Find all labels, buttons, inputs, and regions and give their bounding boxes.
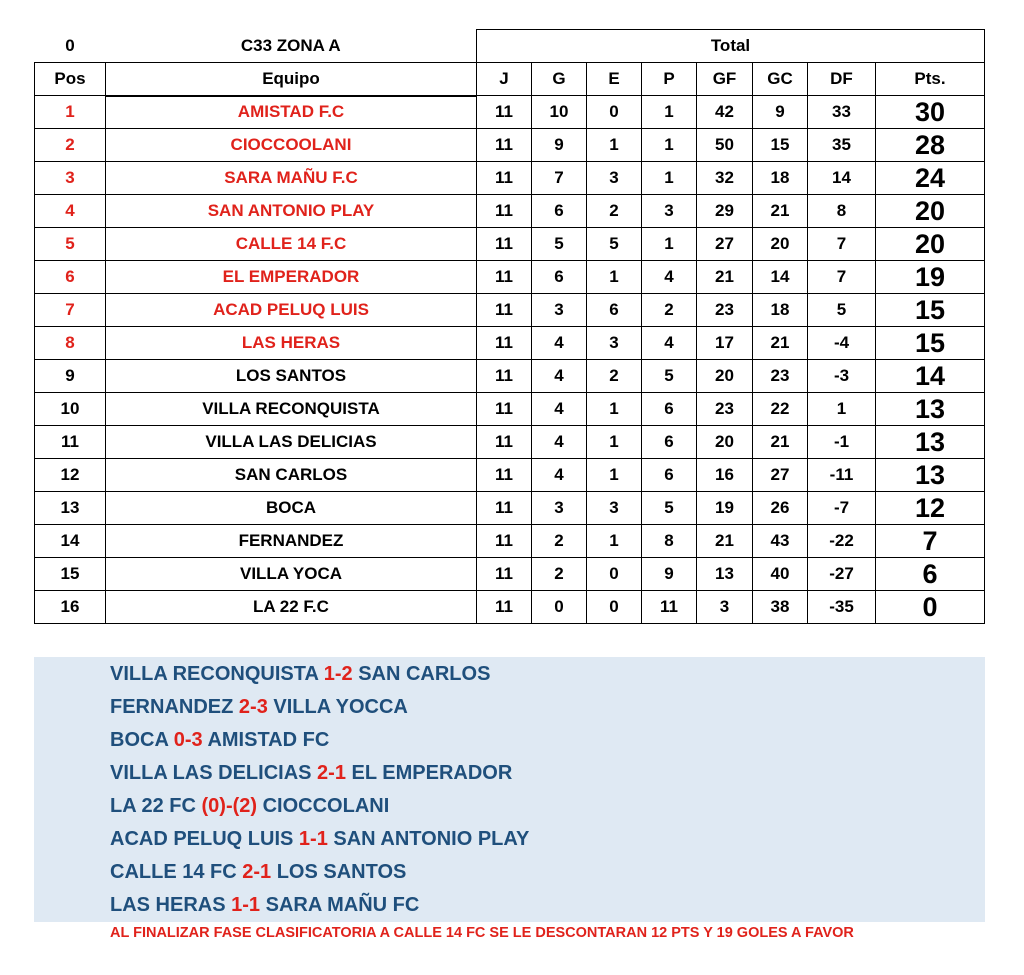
result-score: 1-1	[298, 828, 328, 850]
result-score: 0-3	[173, 729, 203, 751]
cell-j: 11	[477, 360, 532, 393]
cell-team: ACAD PELUQ LUIS	[106, 294, 477, 327]
cell-gf: 23	[697, 294, 753, 327]
result-home: VILLA RECONQUISTA	[110, 663, 319, 685]
cell-g: 2	[532, 558, 587, 591]
result-away: SAN ANTONIO PLAY	[333, 828, 530, 850]
cell-team: LAS HERAS	[106, 327, 477, 360]
cell-pts: 6	[876, 558, 985, 591]
cell-j: 11	[477, 492, 532, 525]
cell-df: -35	[808, 591, 876, 624]
cell-pts: 12	[876, 492, 985, 525]
cell-e: 1	[587, 459, 642, 492]
cell-p: 6	[642, 426, 697, 459]
table-row	[35, 228, 985, 261]
cell-gf: 19	[697, 492, 753, 525]
cell-pos: 2	[35, 129, 106, 162]
cell-df: -3	[808, 360, 876, 393]
cell-gf: 17	[697, 327, 753, 360]
col-header-gc: GC	[753, 63, 808, 96]
cell-e: 0	[587, 558, 642, 591]
cell-gc: 43	[753, 525, 808, 558]
cell-e: 3	[587, 162, 642, 195]
cell-g: 3	[532, 492, 587, 525]
cell-g: 6	[532, 261, 587, 294]
cell-g: 5	[532, 228, 587, 261]
cell-p: 1	[642, 162, 697, 195]
result-line	[110, 696, 408, 719]
cell-p: 4	[642, 261, 697, 294]
result-line	[110, 861, 406, 884]
cell-gc: 27	[753, 459, 808, 492]
cell-df: 33	[808, 96, 876, 129]
cell-team: VILLA RECONQUISTA	[106, 393, 477, 426]
cell-j: 11	[477, 591, 532, 624]
cell-gc: 21	[753, 195, 808, 228]
cell-pts: 13	[876, 459, 985, 492]
cell-e: 3	[587, 492, 642, 525]
cell-j: 11	[477, 327, 532, 360]
cell-j: 11	[477, 195, 532, 228]
cell-gf: 20	[697, 426, 753, 459]
cell-pts: 7	[876, 525, 985, 558]
cell-pos: 9	[35, 360, 106, 393]
cell-gc: 21	[753, 327, 808, 360]
cell-p: 6	[642, 393, 697, 426]
col-header-pts: Pts.	[876, 63, 985, 96]
result-home: LA 22 FC	[110, 795, 196, 817]
cell-j: 11	[477, 525, 532, 558]
table-row	[35, 261, 985, 294]
cell-pts: 15	[876, 327, 985, 360]
cell-df: -1	[808, 426, 876, 459]
cell-g: 2	[532, 525, 587, 558]
result-away: AMISTAD FC	[207, 729, 330, 751]
cell-e: 1	[587, 525, 642, 558]
cell-gc: 22	[753, 393, 808, 426]
result-score: 2-3	[238, 696, 268, 718]
cell-team: LOS SANTOS	[106, 360, 477, 393]
cell-gc: 21	[753, 426, 808, 459]
cell-pos: 14	[35, 525, 106, 558]
cell-e: 6	[587, 294, 642, 327]
table-row	[35, 294, 985, 327]
cell-gf: 42	[697, 96, 753, 129]
result-score: 2-1	[317, 762, 346, 784]
table-row	[35, 426, 985, 459]
cell-team: VILLA YOCA	[106, 558, 477, 591]
cell-gf: 20	[697, 360, 753, 393]
result-home: FERNANDEZ	[110, 696, 234, 718]
cell-team: EL EMPERADOR	[106, 261, 477, 294]
cell-j: 11	[477, 162, 532, 195]
cell-pos: 7	[35, 294, 106, 327]
cell-team: BOCA	[106, 492, 477, 525]
cell-team: AMISTAD F.C	[106, 96, 477, 129]
cell-g: 4	[532, 459, 587, 492]
cell-p: 4	[642, 327, 697, 360]
result-home: VILLA LAS DELICIAS	[110, 762, 312, 784]
result-line	[110, 762, 512, 785]
cell-p: 8	[642, 525, 697, 558]
result-score: 1-1	[231, 894, 261, 916]
cell-pos: 13	[35, 492, 106, 525]
cell-df: 8	[808, 195, 876, 228]
cell-pos: 1	[35, 96, 106, 129]
cell-team: LA 22 F.C	[106, 591, 477, 624]
cell-pos: 16	[35, 591, 106, 624]
cell-p: 1	[642, 228, 697, 261]
cell-j: 11	[477, 294, 532, 327]
cell-j: 11	[477, 129, 532, 162]
table-row	[35, 525, 985, 558]
cell-gf: 23	[697, 393, 753, 426]
cell-gc: 15	[753, 129, 808, 162]
cell-pos: 11	[35, 426, 106, 459]
cell-g: 4	[532, 393, 587, 426]
table-row	[35, 129, 985, 162]
cell-gf: 21	[697, 261, 753, 294]
cell-pos: 12	[35, 459, 106, 492]
cell-pts: 0	[876, 591, 985, 624]
cell-df: 1	[808, 393, 876, 426]
table-row	[35, 591, 985, 624]
cell-p: 2	[642, 294, 697, 327]
cell-j: 11	[477, 426, 532, 459]
cell-pos: 10	[35, 393, 106, 426]
col-header-gf: GF	[697, 63, 753, 96]
cell-gc: 38	[753, 591, 808, 624]
cell-df: 14	[808, 162, 876, 195]
cell-gf: 27	[697, 228, 753, 261]
table-title-row	[35, 30, 985, 63]
col-header-pos: Pos	[35, 63, 106, 96]
cell-pts: 20	[876, 228, 985, 261]
cell-j: 11	[477, 393, 532, 426]
result-score: (0)-(2)	[201, 795, 258, 817]
result-home: CALLE 14 FC	[110, 861, 237, 883]
cell-gf: 32	[697, 162, 753, 195]
cell-e: 1	[587, 129, 642, 162]
result-line	[110, 729, 329, 752]
result-score: 1-2	[323, 663, 353, 685]
result-away: VILLA YOCCA	[273, 696, 408, 718]
cell-df: -27	[808, 558, 876, 591]
table-row	[35, 327, 985, 360]
cell-pos: 3	[35, 162, 106, 195]
cell-gc: 26	[753, 492, 808, 525]
cell-e: 0	[587, 96, 642, 129]
cell-gc: 23	[753, 360, 808, 393]
cell-p: 5	[642, 492, 697, 525]
cell-gc: 18	[753, 162, 808, 195]
cell-gf: 29	[697, 195, 753, 228]
cell-pts: 14	[876, 360, 985, 393]
cell-pos: 8	[35, 327, 106, 360]
cell-j: 11	[477, 228, 532, 261]
cell-g: 9	[532, 129, 587, 162]
result-away: SARA MAÑU FC	[265, 894, 420, 916]
cell-pos: 6	[35, 261, 106, 294]
cell-team: CALLE 14 F.C	[106, 228, 477, 261]
cell-j: 11	[477, 459, 532, 492]
cell-e: 1	[587, 393, 642, 426]
cell-e: 3	[587, 327, 642, 360]
col-header-e: E	[587, 63, 642, 96]
cell-j: 11	[477, 96, 532, 129]
result-away: CIOCCOLANI	[262, 795, 390, 817]
penalty-note: AL FINALIZAR FASE CLASIFICATORIA A CALLE 14 FC SE LE DESCONTARAN 12 PTS Y 19 GOLES A FAVOR	[110, 925, 854, 941]
cell-j: 11	[477, 261, 532, 294]
cell-pts: 15	[876, 294, 985, 327]
table-row	[35, 393, 985, 426]
table-row	[35, 492, 985, 525]
cell-pts: 20	[876, 195, 985, 228]
cell-e: 1	[587, 426, 642, 459]
cell-df: -4	[808, 327, 876, 360]
cell-team: VILLA LAS DELICIAS	[106, 426, 477, 459]
cell-p: 11	[642, 591, 697, 624]
cell-g: 3	[532, 294, 587, 327]
column-header-row	[35, 63, 985, 96]
cell-p: 1	[642, 129, 697, 162]
cell-p: 1	[642, 96, 697, 129]
result-score: 2-1	[242, 861, 272, 883]
cell-gf: 50	[697, 129, 753, 162]
cell-p: 5	[642, 360, 697, 393]
results-panel	[34, 657, 985, 922]
cell-df: -11	[808, 459, 876, 492]
cell-pts: 28	[876, 129, 985, 162]
result-home: BOCA	[110, 729, 169, 751]
cell-df: -7	[808, 492, 876, 525]
total-header: Total	[477, 30, 985, 63]
cell-gc: 40	[753, 558, 808, 591]
cell-g: 4	[532, 360, 587, 393]
result-home: LAS HERAS	[110, 894, 226, 916]
cell-team: CIOCCOOLANI	[106, 129, 477, 162]
cell-e: 2	[587, 360, 642, 393]
table-row	[35, 459, 985, 492]
cell-g: 7	[532, 162, 587, 195]
cell-pts: 13	[876, 426, 985, 459]
cell-g: 10	[532, 96, 587, 129]
result-line	[110, 894, 419, 917]
result-away: LOS SANTOS	[276, 861, 407, 883]
cell-gc: 18	[753, 294, 808, 327]
col-header-p: P	[642, 63, 697, 96]
cell-e: 0	[587, 591, 642, 624]
cell-pts: 30	[876, 96, 985, 129]
cell-pts: 19	[876, 261, 985, 294]
cell-e: 5	[587, 228, 642, 261]
cell-p: 3	[642, 195, 697, 228]
col-header-df: DF	[808, 63, 876, 96]
result-away: EL EMPERADOR	[351, 762, 513, 784]
cell-df: 7	[808, 228, 876, 261]
table-title: C33 ZONA A	[106, 30, 477, 63]
cell-pts: 13	[876, 393, 985, 426]
cell-pos: 15	[35, 558, 106, 591]
cell-team: FERNANDEZ	[106, 525, 477, 558]
result-away: SAN CARLOS	[358, 663, 491, 685]
table-row	[35, 360, 985, 393]
cell-j: 11	[477, 558, 532, 591]
cell-p: 6	[642, 459, 697, 492]
cell-df: 7	[808, 261, 876, 294]
cell-e: 1	[587, 261, 642, 294]
table-row	[35, 195, 985, 228]
result-line	[110, 663, 490, 686]
cell-team: SAN ANTONIO PLAY	[106, 195, 477, 228]
standings-table	[34, 29, 985, 624]
cell-df: 35	[808, 129, 876, 162]
cell-g: 0	[532, 591, 587, 624]
cell-p: 9	[642, 558, 697, 591]
cell-gf: 3	[697, 591, 753, 624]
cell-gc: 14	[753, 261, 808, 294]
col-header-j: J	[477, 63, 532, 96]
col-header-g: G	[532, 63, 587, 96]
cell-pos: 5	[35, 228, 106, 261]
col-header-team: Equipo	[106, 63, 477, 96]
cell-gf: 16	[697, 459, 753, 492]
cell-team: SARA MAÑU F.C	[106, 162, 477, 195]
cell-df: 5	[808, 294, 876, 327]
cell-gf: 21	[697, 525, 753, 558]
cell-e: 2	[587, 195, 642, 228]
result-line	[110, 795, 389, 818]
table-row	[35, 96, 985, 129]
cell-team: SAN CARLOS	[106, 459, 477, 492]
table-row	[35, 162, 985, 195]
result-line	[110, 828, 529, 851]
cell-pts: 24	[876, 162, 985, 195]
cell-gc: 20	[753, 228, 808, 261]
corner-value: 0	[65, 35, 75, 55]
cell-gc: 9	[753, 96, 808, 129]
cell-g: 6	[532, 195, 587, 228]
cell-g: 4	[532, 327, 587, 360]
cell-pos: 4	[35, 195, 106, 228]
cell-gf: 13	[697, 558, 753, 591]
table-row	[35, 558, 985, 591]
cell-df: -22	[808, 525, 876, 558]
cell-g: 4	[532, 426, 587, 459]
result-home: ACAD PELUQ LUIS	[110, 828, 294, 850]
